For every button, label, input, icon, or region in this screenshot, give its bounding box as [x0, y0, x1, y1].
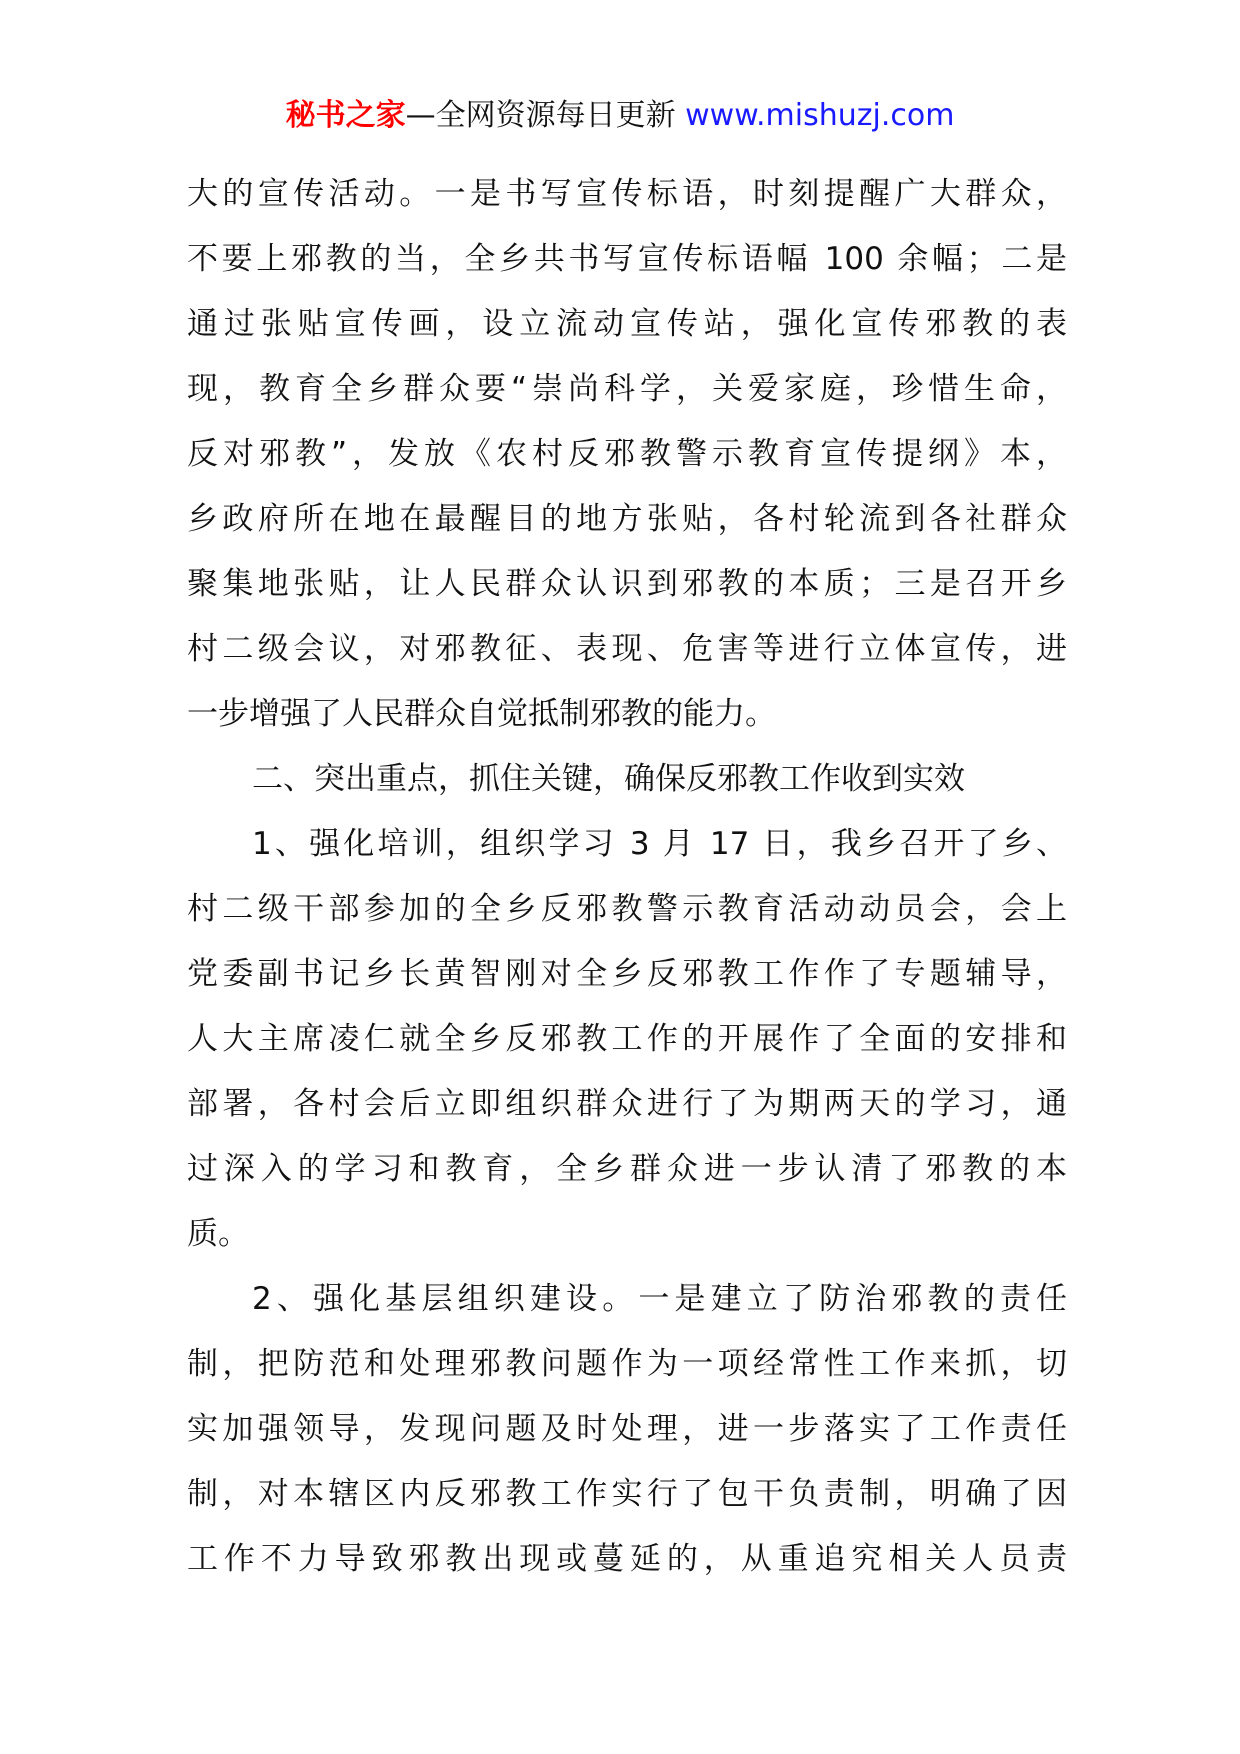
body-line: 聚集地张贴，让人民群众认识到邪教的本质；三是召开乡	[187, 566, 1067, 602]
body-line: 现，教育全乡群众要“崇尚科学，关爱家庭，珍惜生命，	[187, 371, 1067, 407]
body-line: 党委副书记乡长黄智刚对全乡反邪教工作作了专题辅导，	[187, 956, 1067, 992]
brand-name: 秘书之家	[285, 98, 406, 133]
body-line: 村二级会议，对邪教征、表现、危害等进行立体宣传，进	[187, 631, 1067, 667]
body-line: 不要上邪教的当，全乡共书写宣传标语幅 100 余幅；二是	[187, 241, 1067, 277]
document-body	[187, 162, 1067, 1592]
header-slogan: —全网资源每日更新	[405, 98, 676, 133]
body-line: 村二级干部参加的全乡反邪教警示教育活动动员会，会上	[187, 891, 1067, 927]
body-line: 大的宣传活动。一是书写宣传标语，时刻提醒广大群众，	[187, 176, 1067, 212]
body-line: 过深入的学习和教育，全乡群众进一步认清了邪教的本	[187, 1151, 1067, 1187]
body-line: 一步增强了人民群众自觉抵制邪教的能力。	[187, 696, 776, 732]
body-line: 制，把防范和处理邪教问题作为一项经常性工作来抓，切	[187, 1346, 1067, 1382]
body-line: 制，对本辖区内反邪教工作实行了包干负责制，明确了因	[187, 1476, 1067, 1512]
body-line: 2、强化基层组织建设。一是建立了防治邪教的责任	[252, 1281, 1067, 1317]
body-line: 工作不力导致邪教出现或蔓延的，从重追究相关人员责	[187, 1541, 1067, 1577]
body-line: 反对邪教”，发放《农村反邪教警示教育宣传提纲》本，	[187, 436, 1067, 472]
body-line: 人大主席凌仁就全乡反邪教工作的开展作了全面的安排和	[187, 1021, 1067, 1057]
body-line: 1、强化培训，组织学习 3 月 17 日，我乡召开了乡、	[252, 826, 1067, 862]
watermark-header	[0, 96, 1240, 136]
body-line: 实加强领导，发现问题及时处理，进一步落实了工作责任	[187, 1411, 1067, 1447]
body-line: 通过张贴宣传画，设立流动宣传站，强化宣传邪教的表	[187, 306, 1067, 342]
body-line: 乡政府所在地在最醒目的地方张贴，各村轮流到各社群众	[187, 501, 1067, 537]
body-line: 质。	[187, 1216, 249, 1252]
site-url-link[interactable]: www.mishuzj.com	[685, 98, 955, 133]
body-line: 部署，各村会后立即组织群众进行了为期两天的学习，通	[187, 1086, 1067, 1122]
section-heading: 二、突出重点，抓住关键，确保反邪教工作收到实效	[252, 761, 965, 797]
